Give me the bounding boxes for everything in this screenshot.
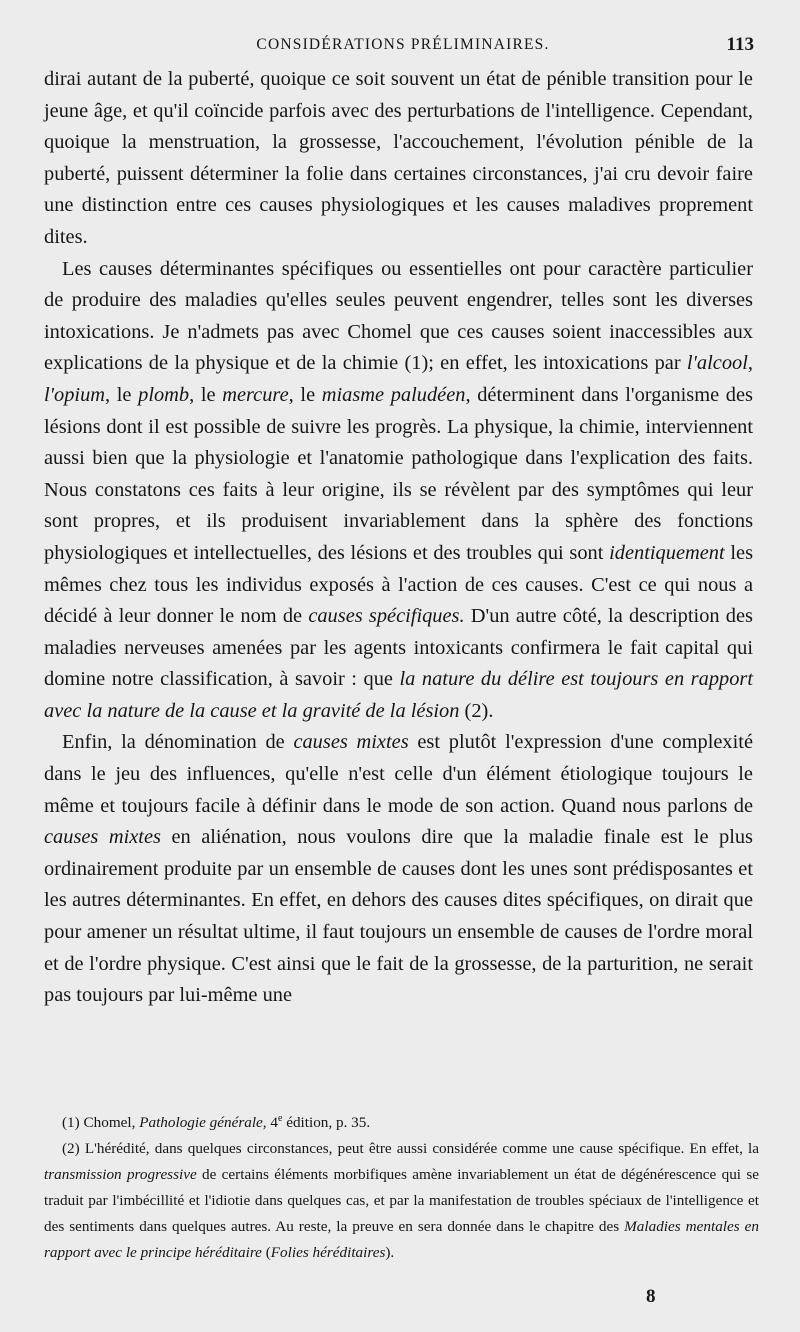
text-run: , le: [189, 383, 223, 406]
page-header: [44, 36, 762, 60]
italic-term: l'alcool: [686, 352, 748, 375]
main-text: [44, 64, 753, 1012]
page-number: 113: [726, 34, 754, 55]
footnote-marker: (1): [62, 1114, 80, 1131]
italic-term: Pathologie générale,: [139, 1114, 267, 1131]
italic-term: la nature du délire est toujours en rapport avec la nature de la cause et la gravité de la lésion: [44, 668, 754, 722]
paragraph-1: [44, 64, 753, 254]
italic-term: causes mixtes: [44, 826, 161, 849]
footnote-2: [44, 1136, 759, 1266]
text-run: 4: [270, 1114, 278, 1131]
text-run: ).: [385, 1244, 395, 1261]
italic-term: plomb: [138, 383, 190, 406]
text-run: est plutôt l'expression d'une complexité dans le jeu des influences, qu'elle n'est celle d'un élément étiologique toujours le même et toujours facile à définir dans le mode de son action. Quand nous parlons de: [44, 731, 753, 817]
italic-term: mercure: [222, 383, 289, 406]
text-run: édition, p. 35.: [286, 1114, 371, 1131]
footnote-1: [44, 1106, 759, 1136]
text-run: dirai autant de la puberté, quoique ce soit souvent un état de pénible transition pour le jeune âge, et qu'il coïncide parfois avec des perturbations de l'intelligence. Cependant, quoique la menstruation, la grossesse, l'accouchement, l'évolution pénible de la puberté, puissent déterminer la folie dans certaines circonstances, j'ai cru devoir faire une distinction entre ces causes physiologiques et les causes maladives proprement dites.: [44, 68, 753, 248]
text-run: de certains éléments morbifiques amène invariablement un état de dégénérescence qui se traduit par l'imbécillité et l'idiotie dans quelques cas, et par la manifestation de troubles spéciaux de l'intelligence et des sentiments dans quelques autres. Au reste, la preuve en sera donnée dans le chapitre des: [44, 1166, 759, 1235]
text-run: L'hérédité, dans quelques circonstances, peut être aussi considérée comme une cause spécifique. En effet, la: [84, 1140, 760, 1157]
italic-term: transmission progressive: [44, 1166, 197, 1183]
superscript: e: [277, 1113, 283, 1124]
text-run: Chomel,: [83, 1114, 136, 1131]
running-title: CONSIDÉRATIONS PRÉLIMINAIRES.: [256, 36, 550, 53]
paragraph-2: [44, 254, 753, 728]
signature-mark: 8: [646, 1286, 656, 1307]
text-run: en aliénation, nous voulons dire que la maladie finale est le plus ordinairement produite par un ensemble de causes dont les unes sont prédisposantes et les autres déterminantes. En effet, en dehors des causes dites spécifiques, on dirait que pour amener un résultat ultime, il faut toujours un ensemble de causes de l'ordre moral et de l'ordre physique. C'est ainsi que le fait de la grossesse, de la parturition, ne serait pas toujours par lui-même une: [44, 826, 753, 1007]
italic-term: l'opium: [44, 383, 106, 406]
text-run: D'un autre côté, la description des maladies nerveuses amenées par les agents intoxicants confirmera le fait capital qui domine notre classification, à savoir : que: [44, 605, 753, 691]
italic-term: miasme paludéen: [321, 383, 466, 406]
text-run: , déterminent dans l'organisme des lésions dont il est possible de suivre les progrès. La physique, la chimie, interviennent aussi bien que la physiologie et l'anatomie pathologique dans l'explication des faits. Nous constatons ces faits à leur origine, ils se révèlent par des symptômes qui leur sont propres, et ils produisent invariablement dans la sphère des fonctions physiologiques et intellectuelles, des lésions et des troubles qui sont: [44, 383, 753, 564]
italic-term: Folies héréditaires: [270, 1244, 386, 1261]
text-run: (: [261, 1244, 271, 1261]
paragraph-3: [44, 727, 753, 1011]
footnote-marker: (2): [62, 1140, 80, 1157]
text-run: ,: [747, 352, 753, 375]
italic-term: causes mixtes: [293, 731, 409, 754]
italic-term: causes spécifiques.: [308, 605, 465, 628]
text-run: , le: [288, 383, 322, 406]
italic-term: Maladies mentales en rapport avec le principe héréditaire: [44, 1218, 759, 1261]
text-run: Les causes déterminantes spécifiques ou essentielles ont pour caractère particulier de produire des maladies qu'elles seules peuvent engendrer, telles sont les diverses intoxications. Je n'admets pas avec Chomel que ces causes soient inaccessibles aux explications de la physique et de la chimie (1); en effet, les intoxications par: [44, 257, 753, 375]
text-run: les mêmes chez tous les individus exposés à l'action de ces causes. C'est ce qui nous a décidé à leur donner le nom de: [44, 541, 754, 628]
text-run: , le: [105, 383, 139, 406]
footnotes: [44, 1106, 759, 1266]
text-run: Enfin, la dénomination de: [62, 731, 294, 754]
text-run: (2).: [459, 699, 494, 722]
italic-term: identiquement: [609, 541, 725, 564]
